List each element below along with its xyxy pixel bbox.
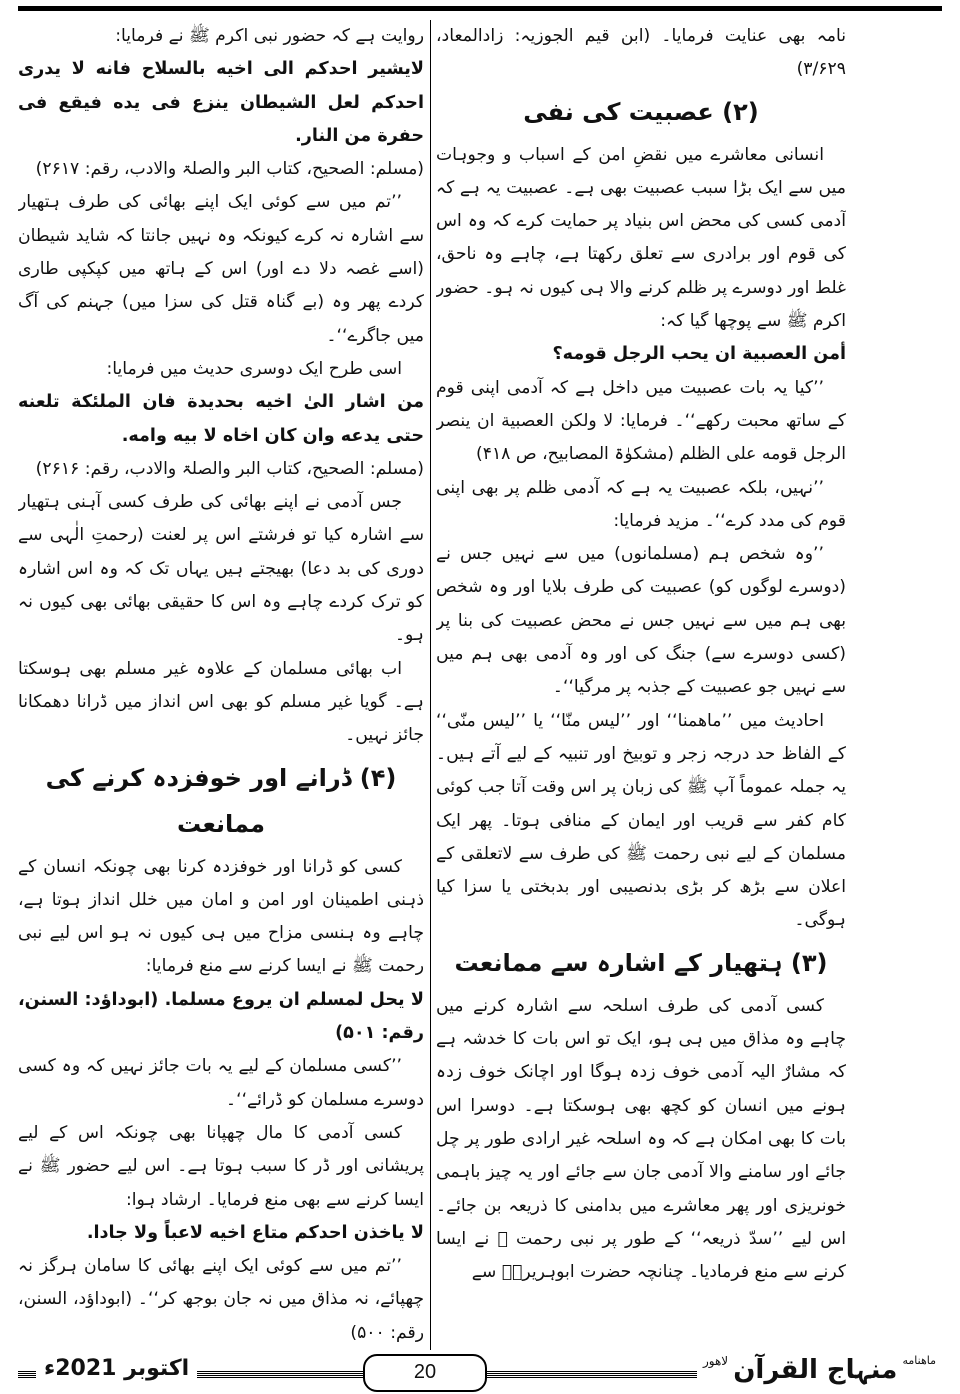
body-paragraph: اسی طرح ایک دوسری حدیث میں فرمایا:: [106, 358, 402, 379]
page-number: 20: [363, 1354, 487, 1392]
magazine-city: لاهور: [702, 1354, 729, 1368]
section-heading: (۴) ڈرانے اور خوفزدہ کرنے کی ممانعت: [45, 763, 397, 838]
arabic-hadith-text: أمن العصبية ان يحب الرجل قومه؟: [552, 344, 846, 365]
body-paragraph: ’’نہیں، بلکہ عصبیت یہ ہے کہ آدمی ظلم پر بھی اپنی قوم کی مدد کرے‘‘۔ مزید فرمایا:: [436, 477, 846, 531]
body-paragraph: ’’وہ شخص ہم (مسلمانوں) میں سے نہیں جس نے (دوسرے لوگوں کو) عصبیت کی طرف بلایا اور وہ شخص بھی ہم میں سے نہیں جس نے محض عصبیت کی بنا پر (کسی دوسرے سے) جنگ کی اور وہ آدمی بھی ہم میں سے نہیں جو عصبیت کے جذبہ پر مرگیا‘‘۔: [436, 544, 846, 698]
body-paragraph: نامہ بھی عنایت فرمایا۔ (ابن قیم الجوزیہ: زادالمعاد، ۳/۶۲۹): [436, 26, 846, 80]
body-paragraph: ’’کسی مسلمان کے لیے یہ بات جائز نہیں کہ وہ کسی دوسرے مسلمان کو ڈرائے‘‘۔: [18, 1056, 424, 1110]
magazine-prefix: ماهنامه: [902, 1354, 936, 1367]
issue-date: اکتوبر 2021ء: [36, 1356, 197, 1381]
body-paragraph: کسی کو ڈرانا اور خوفزدہ کرنا بھی چونکہ انسان کے ذہنی اطمینان اور امن و امان میں خلل انداز ہوتا ہے، چاہے وہ ہنسی مزاح میں ہی کیوں نہ ہو اس لیے نبی رحمت ﷺ نے ایسا کرنے سے منع فرمایا:: [18, 856, 424, 977]
arabic-hadith-text: لا ياخذن احدكم متاع اخيه لاعباً ولا جادا.: [86, 1222, 424, 1243]
arabic-hadith-text: لايشير احدكم الى اخيه بالسلاح فانه لا يدرى احدكم لعل الشيطان ينزع فى يده فيقع فى حفرة من النار.: [18, 59, 424, 146]
body-paragraph: احادیث میں ’’ماھمنا‘‘ اور ’’لیس منّا‘‘ یا ’’لیس منّی‘‘ کے الفاظ حد درجہ زجر و توبیخ اور تنبیہ کے لیے آتے ہیں۔ یہ جملہ عموماً آپ ﷺ کی زبان پر اس وقت آتا جب کوئی کام کفر سے قریب اور ایمان کے منافی ہوتا۔ پھر ایک مسلمان کے لیے نبی رحمت ﷺ کی طرف سے لاتعلقی کے اعلان سے بڑھ کر بڑی بدنصیبی اور بدبختی یا سزا کیا ہوگی۔: [436, 710, 846, 931]
section-heading: (۳) ہتھیار کے اشارہ سے ممانعت: [454, 948, 828, 977]
column-divider: [430, 20, 431, 1350]
body-paragraph: کسی آدمی کا مال چھپانا بھی چونکہ اس کے لیے پریشانی اور ڈر کا سبب ہوتا ہے۔ اس لیے حضور ﷺ نے ایسا کرنے سے بھی منع فرمایا۔ ارشاد ہوا:: [18, 1122, 424, 1210]
magazine-name: منہاج القرآن: [733, 1355, 898, 1385]
body-paragraph: (مسلم: الصحیح، کتاب البر والصلۃ والادب، رقم: ۲۶۱۶): [35, 458, 424, 479]
page-footer: [18, 1354, 942, 1388]
body-paragraph: ’’کیا یہ بات عصبیت میں داخل ہے کہ آدمی اپنی قوم کے ساتھ محبت رکھے‘‘۔ فرمایا: لا ولكن العصبية ان ينصر الرجل قومه على الظلم (مشکوٰۃ المصابیح، ص ۴۱۸): [436, 377, 846, 465]
body-paragraph: انسانی معاشرے میں نقضِ امن کے اسباب و وجوہات میں سے ایک بڑا سبب عصبیت بھی ہے۔ عصبیت یہ ہے کہ آدمی کسی کی محض اس بنیاد پر حمایت کرے کہ وہ اس کی قوم اور برادری سے تعلق رکھتا ہے، چاہے وہ ناحق، غلط اور دوسرے پر ظلم کرنے والا ہی کیوں نہ ہو۔ حضور اکرم ﷺ سے پوچھا گیا کہ:: [436, 144, 846, 332]
arabic-hadith-text: لا يحل لمسلم ان يروع مسلما. (ابوداؤد: السنن، رقم: ۵۰۱): [18, 989, 424, 1044]
magazine-logo: [697, 1354, 942, 1388]
body-paragraph: ’’تم میں سے کوئی ایک اپنے بھائی کا سامان ہرگز نہ چھپائے، نہ مذاق میں نہ جان بوجھ کر‘‘۔ (ابوداؤد، السنن، رقم: ۵۰۰): [18, 1256, 424, 1343]
body-paragraph: ’’تم میں سے کوئی ایک اپنے بھائی کی طرف ہتھیار سے اشارہ نہ کرے کیونکہ وہ نہیں جانتا کہ شاید شیطان (اسے غصہ دلا دے اور) اس کے ہاتھ میں کپکپی طاری کردے پھر وہ (بے گناہ قتل کی سزا میں) جہنم کی آگ میں جاگرے‘‘۔: [18, 192, 424, 346]
body-paragraph: روایت ہے کہ حضور نبی اکرم ﷺ نے فرمایا:: [115, 26, 424, 46]
body-paragraph: اب بھائی مسلمان کے علاوہ غیر مسلم بھی ہوسکتا ہے۔ گویا غیر مسلم کو بھی اس انداز میں ڈرانا دھمکانا جائز نہیں۔: [18, 658, 424, 746]
body-paragraph: جس آدمی نے اپنے بھائی کی طرف کسی آہنی ہتھیار سے اشارہ کیا تو فرشتے اس پر لعنت (رحمتِ الٰہی سے دوری کی بد دعا) بھیجتے ہیں یہاں تک کہ وہ اس اشارہ کو ترک کردے چاہے وہ اس کا حقیقی بھائی بھی کیوں نہ ہو۔: [18, 492, 424, 646]
body-paragraph: کسی آدمی کی طرف اسلحہ سے اشارہ کرنے میں چاہے وہ مذاق میں ہی ہو، ایک تو اس بات کا خدشہ ہے کہ مشارٌ الیہ آدمی خوف زدہ ہوگا اور اچانک خوف زدہ ہونے میں انسان کو کچھ بھی ہوسکتا ہے۔ دوسرا اس بات کا بھی امکان ہے کہ وہ اسلحہ غیر ارادی طور پر چل جائے اور سامنے والا آدمی جان سے جائے اور یہ چیز باہمی خونریزی اور پھر معاشرے میں بدامنی کا ذریعہ بن جائے۔ اس لیے ’’سدّ ذریعہ‘‘ کے طور پر نبی رحمت ﷺ نے ایسا کرنے سے منع فرمادیا۔ چنانچہ حضرت ابوہریرہؓ سے: [436, 995, 846, 1283]
body-paragraph: (مسلم: الصحیح، کتاب البر والصلۃ والادب، رقم: ۲۶۱۷): [35, 159, 424, 180]
section-heading: (۲) عصبیت کی نفی: [523, 97, 759, 126]
top-rule: [18, 6, 942, 11]
left-column: [18, 20, 424, 1350]
right-column: [436, 20, 846, 1350]
arabic-hadith-text: من اشار الىٰ اخيه بحديدة فان الملئكة تلعنه حتى يدعه وان كان اخاه لا بيه وامه.: [18, 392, 424, 446]
